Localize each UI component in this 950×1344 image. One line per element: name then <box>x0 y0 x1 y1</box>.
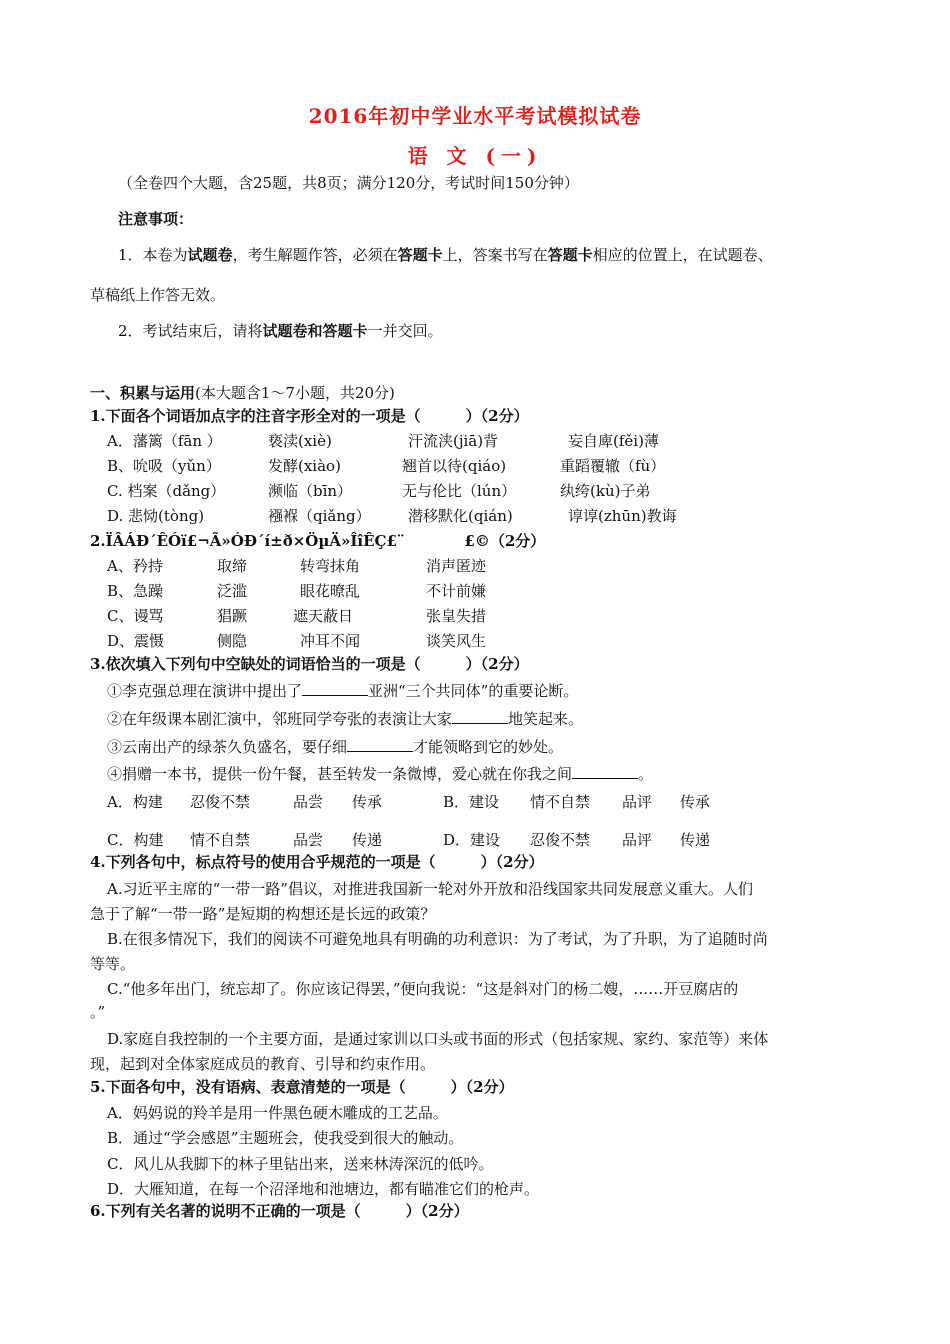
q3-option: 传承 <box>352 793 383 811</box>
q2-option: 不计前嫌 <box>426 582 487 600</box>
q1-option: 汗流浃(jiā)背 <box>408 432 499 450</box>
q2-option: 张皇失措 <box>426 607 487 625</box>
q2-option: C、谩骂 <box>107 607 164 625</box>
note-1: 1．本卷为试题卷，考生解题作答，必须在答题卡上，答案书写在答题卡相应的位置上，在试题卷、 <box>118 246 773 264</box>
note-2: 2．考试结束后，请将试题卷和答题卡一并交回。 <box>118 322 443 340</box>
q3-option: 情不自禁 <box>190 831 251 849</box>
q3-option: B．建设 <box>443 793 500 811</box>
q3-option: 传递 <box>680 831 711 849</box>
q1-option: 重蹈覆辙（fù） <box>560 457 666 475</box>
q1-option: B、吮吸（yǔn） <box>107 457 221 475</box>
question-2-stem: 2.ÏÂÁÐ´ÊÓï£¬Ã»ÓÐ´í±ð×ÖµÄ»ÎîÊÇ£¨ £©（2分） <box>90 532 546 550</box>
q2-option: A、矜持 <box>107 557 163 575</box>
q3-sentence-3: ③云南出产的绿茶久负盛名，要仔细 才能领略到它的妙处。 <box>107 738 564 756</box>
question-3-stem: 3.依次填入下列句中空缺处的词语恰当的一项是（ ）（2分） <box>90 655 529 673</box>
page-subtitle: 语 文 (一) <box>407 144 543 168</box>
q3-option: 忍俊不禁 <box>190 793 251 811</box>
q3-option: D．建设 <box>443 831 501 849</box>
q3-option: 忍俊不禁 <box>530 831 591 849</box>
question-6-stem: 6.下列有关名著的说明不正确的一项是（ ）（2分） <box>90 1202 469 1220</box>
q2-option: 眼花暸乱 <box>300 582 361 600</box>
q4-option-a: A.习近平主席的“一带一路”倡议，对推进我国新一轮对外开放和沿线国家共同发展意义重大。人们 <box>107 880 753 898</box>
q1-option: 翘首以待(qiáo) <box>402 457 507 475</box>
q5-option-c: C．风儿从我脚下的林子里钻出来，送来林涛深沉的低吟。 <box>107 1155 494 1173</box>
q1-option: 发酵(xiào) <box>268 457 341 475</box>
q1-option: 亵渎(xiè) <box>268 432 332 450</box>
q5-option-b: B．通过“学会感恩”主题班会，使我受到很大的触动。 <box>107 1129 464 1147</box>
q4-option-c-cont: 。” <box>90 1003 106 1021</box>
q2-option: 遮天蔽日 <box>293 607 354 625</box>
q1-option: 襁褓（qiǎng） <box>268 507 371 525</box>
q1-option: 濒临（bīn） <box>268 482 353 500</box>
q2-option: 泛滥 <box>217 582 248 600</box>
q3-sentence-1: ①李克强总理在演讲中提出了 亚洲“三个共同体”的重要论断。 <box>107 682 579 700</box>
question-5-stem: 5.下面各句中，没有语病、表意清楚的一项是（ ）（2分） <box>90 1078 514 1096</box>
q2-option: 猖蹶 <box>217 607 248 625</box>
q2-option: 谈笑风生 <box>426 632 487 650</box>
q3-option: 品评 <box>622 831 653 849</box>
q1-option: C. 档案（dǎng） <box>107 482 226 500</box>
q2-option: 转弯抹角 <box>300 557 361 575</box>
q3-option: 传承 <box>680 793 711 811</box>
q1-option: A．藩篱（fān ） <box>107 432 222 450</box>
q2-option: 冲耳不闻 <box>300 632 361 650</box>
q3-option: C．构建 <box>107 831 164 849</box>
q1-option: D. 悲恸(tòng) <box>107 507 205 525</box>
q5-option-a: A．妈妈说的羚羊是用一件黑色硬木雕成的工艺品。 <box>107 1104 448 1122</box>
q2-option: 侧隐 <box>217 632 248 650</box>
q3-option: 品评 <box>622 793 653 811</box>
q4-option-c: C.“他多年出门，统忘却了。你应该记得罢，”便向我说：“这是斜对门的杨二嫂，……开豆腐店的 <box>107 980 739 998</box>
q5-option-d: D．大雁知道，在每一个沼泽地和池塘边，都有瞄准它们的枪声。 <box>107 1180 540 1198</box>
q4-option-b: B.在很多情况下，我们的阅读不可避免地具有明确的功利意识：为了考试，为了升职，为了追随时尚 <box>107 930 768 948</box>
q3-option: A．构建 <box>107 793 163 811</box>
q1-option: 无与伦比（lún） <box>402 482 517 500</box>
q2-option: 消声匿迹 <box>426 557 487 575</box>
question-1-stem: 1.下面各个词语加点字的注音字形全对的一项是（ ）（2分） <box>90 407 529 425</box>
q1-option: 妄自庳(fěi)薄 <box>568 432 659 450</box>
q3-option: 品尝 <box>293 793 324 811</box>
q4-option-a-cont: 急于了解“一带一路”是短期的构想还是长远的政策？ <box>90 905 436 923</box>
q3-sentence-2: ②在年级课本剧汇演中，邻班同学夸张的表演让大家 地笑起来。 <box>107 710 584 728</box>
q3-option: 情不自禁 <box>530 793 591 811</box>
q4-option-b-cont: 等等。 <box>90 955 136 973</box>
q3-sentence-4: ④捐赠一本书，提供一份午餐，甚至转发一条微博，爱心就在你我之间 。 <box>107 765 654 783</box>
exam-info: （全卷四个大题，含25题，共8页；满分120分，考试时间150分钟） <box>118 174 579 192</box>
q4-option-d: D.家庭自我控制的一个主要方面，是通过家训以口头或书面的形式（包括家规、家约、家范等）来体 <box>107 1030 769 1048</box>
notes-heading: 注意事项： <box>118 210 194 228</box>
section-heading: 一、积累与运用(本大题含1～7小题，共20分) <box>90 384 395 402</box>
q1-option: 潜移默化(qián) <box>408 507 513 525</box>
q3-option: 传递 <box>352 831 383 849</box>
q3-option: 品尝 <box>293 831 324 849</box>
q2-option: B、急躁 <box>107 582 164 600</box>
note-1-cont: 草稿纸上作答无效。 <box>90 286 226 304</box>
page-title: 2016年初中学业水平考试模拟试卷 <box>308 104 642 128</box>
q2-option: D、震慑 <box>107 632 165 650</box>
q4-option-d-cont: 现，起到对全体家庭成员的教育、引导和约束作用。 <box>90 1055 436 1073</box>
q1-option: 谆谆(zhūn)教诲 <box>568 507 677 525</box>
question-4-stem: 4.下列各句中，标点符号的使用合乎规范的一项是（ ）（2分） <box>90 853 544 871</box>
q2-option: 取缔 <box>217 557 248 575</box>
q1-option: 纨绔(kù)子弟 <box>560 482 651 500</box>
